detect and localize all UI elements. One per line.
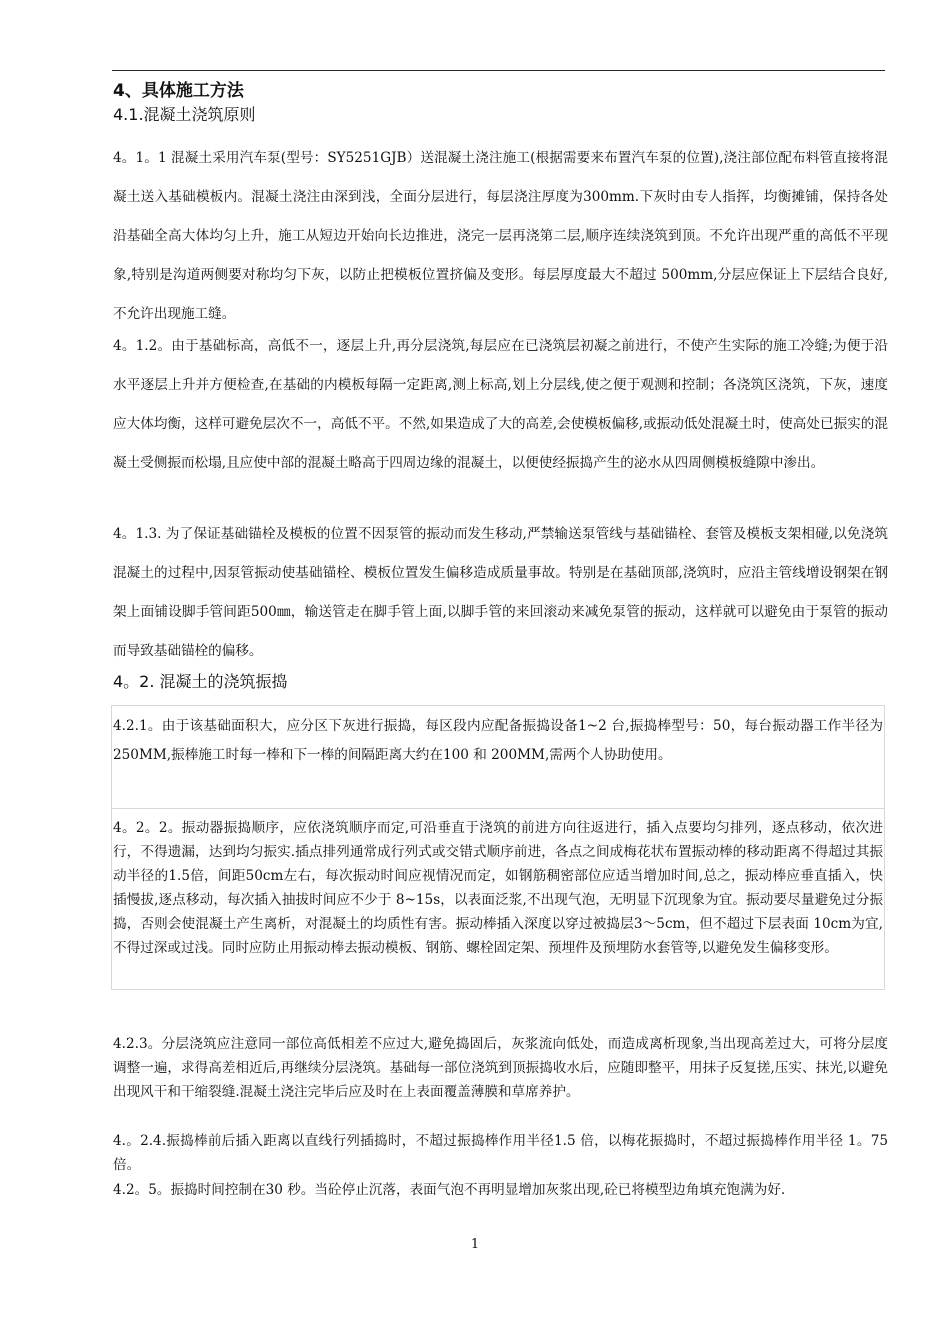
paragraph-4-2-3: 4.2.3。分层浇筑应注意同一部位高低相差不应过大,避免捣固后，灰浆流向低处，而造成离析现象,当出现高差过大，可将分层度调整一遍，求得高差相近后,再继续分层浇筑。基础每一部位浇筑到顶振捣收水后，应随即整平，用抹子反复搓,压实、抹光,以避免出现风干和干缩裂缝.混凝土浇注完毕后应及时在上表面覆盖薄膜和草席养护。 (113, 1036, 888, 1100)
section-heading: 4、具体施工方法 (113, 81, 244, 101)
page-number: 1 (470, 1237, 480, 1252)
paragraph-4-2-1: 4.2.1。由于该基础面积大，应分区下灰进行振捣，每区段内应配备振捣设备1~2 台,振捣棒型号：50，每台振动器工作半径为250MM,振棒施工时每一棒和下一棒的间隔距离大约在100 和 200MM,需两个人协助使用。 (113, 718, 883, 763)
paragraph-4-1-3: 4。1.3. 为了保证基础锚栓及模板的位置不因泵管的振动而发生移动,严禁输送泵管线与基础锚栓、套管及模板支架相碰,以免浇筑混凝土的过程中,因泵管振动使基础锚栓、模板位置发生偏移造成质量事故。特别是在基础顶部,浇筑时，应沿主管线增设钢架在钢架上面铺设脚手管间距500㎜，输送管走在脚手管上面,以脚手管的来回滚动来减免泵管的振动，这样就可以避免由于泵管的振动而导致基础锚栓的偏移。 (113, 526, 888, 659)
paragraph-4-1-1: 4。1。1 混凝土采用汽车泵(型号：SY5251GJB）送混凝土浇注施工(根据需要来布置汽车泵的位置),浇注部位配布料管直接将混凝土送入基础模板内。混凝土浇注由深到浅，全面分层进行，每层浇注厚度为300mm.下灰时由专人指挥，均衡摊铺，保持各处沿基础全高大体均匀上升，施工从短边开始向长边推进，浇完一层再浇第二层,顺序连续浇筑到顶。不允许出现严重的高低不平现象,特别是沟道两侧要对称均匀下灰，以防止把模板位置挤偏及变形。每层厚度最大不超过 500mm,分层应保证上下层结合良好,不允许出现施工缝。 (113, 150, 888, 322)
subsection-heading-4-1: 4.1.混凝土浇筑原则 (113, 105, 256, 124)
header-rule (112, 70, 885, 71)
paragraph-4-2-4: 4.。2.4.振捣棒前后插入距离以直线行列插捣时，不超过振捣棒作用半径1.5 倍，以梅花振捣时，不超过振捣棒作用半径 1。75 倍。 (113, 1133, 888, 1173)
paragraph-4-1-2: 4。1.2。由于基础标高，高低不一，逐层上升,再分层浇筑,每层应在已浇筑层初凝之前进行，不使产生实际的施工冷缝;为便于沿水平逐层上升并方便检查,在基础的内模板每隔一定距离,测上标高,划上分层线,使之便于观测和控制；各浇筑区浇筑，下灰，速度应大体均衡，这样可避免层次不一，高低不平。不然,如果造成了大的高差,会使模板偏移,或振动低处混凝土时，使高处已振实的混凝土受侧振而松塌,且应使中部的混凝土略高于四周边缘的混凝土，以便使经振捣产生的泌水从四周侧模板缝隙中渗出。 (113, 338, 888, 471)
subsection-heading-4-2: 4。2. 混凝土的浇筑振捣 (113, 672, 288, 691)
paragraph-4-2-2: 4。2。2。振动器振捣顺序，应依浇筑顺序而定,可沿垂直于浇筑的前进方向往返进行，插入点要均匀排列，逐点移动，依次进行，不得遗漏，达到均匀振实.插点排列通常成行列式或交错式顺序前进，各点之间成梅花状布置振动棒的移动距离不得超过其振动半径的1.5倍，间距50cm左右，每次振动时间应视情况而定，如钢筋稠密部位应适当增加时间,总之，振动棒应垂直插入，快插慢拔,逐点移动，每次插入抽拔时间应不少于 8~15s，以表面泛浆,不出现气泡，无明显下沉现象为宜。振动要尽量避免过分振捣，否则会使混凝土产生离析，对混凝土的均质性有害。振动棒插入深度以穿过被捣层3～5cm，但不超过下层表面 10cm为宜,不得过深或过浅。同时应防止用振动棒去振动模板、钢筋、螺栓固定架、预埋件及预埋防水套管等,以避免发生偏移变形。 (113, 820, 883, 956)
paragraph-4-2-5: 4.2。5。振捣时间控制在30 秒。当砼停止沉落，表面气泡不再明显增加灰浆出现,砼已将模型边角填充饱满为好. (113, 1182, 786, 1198)
